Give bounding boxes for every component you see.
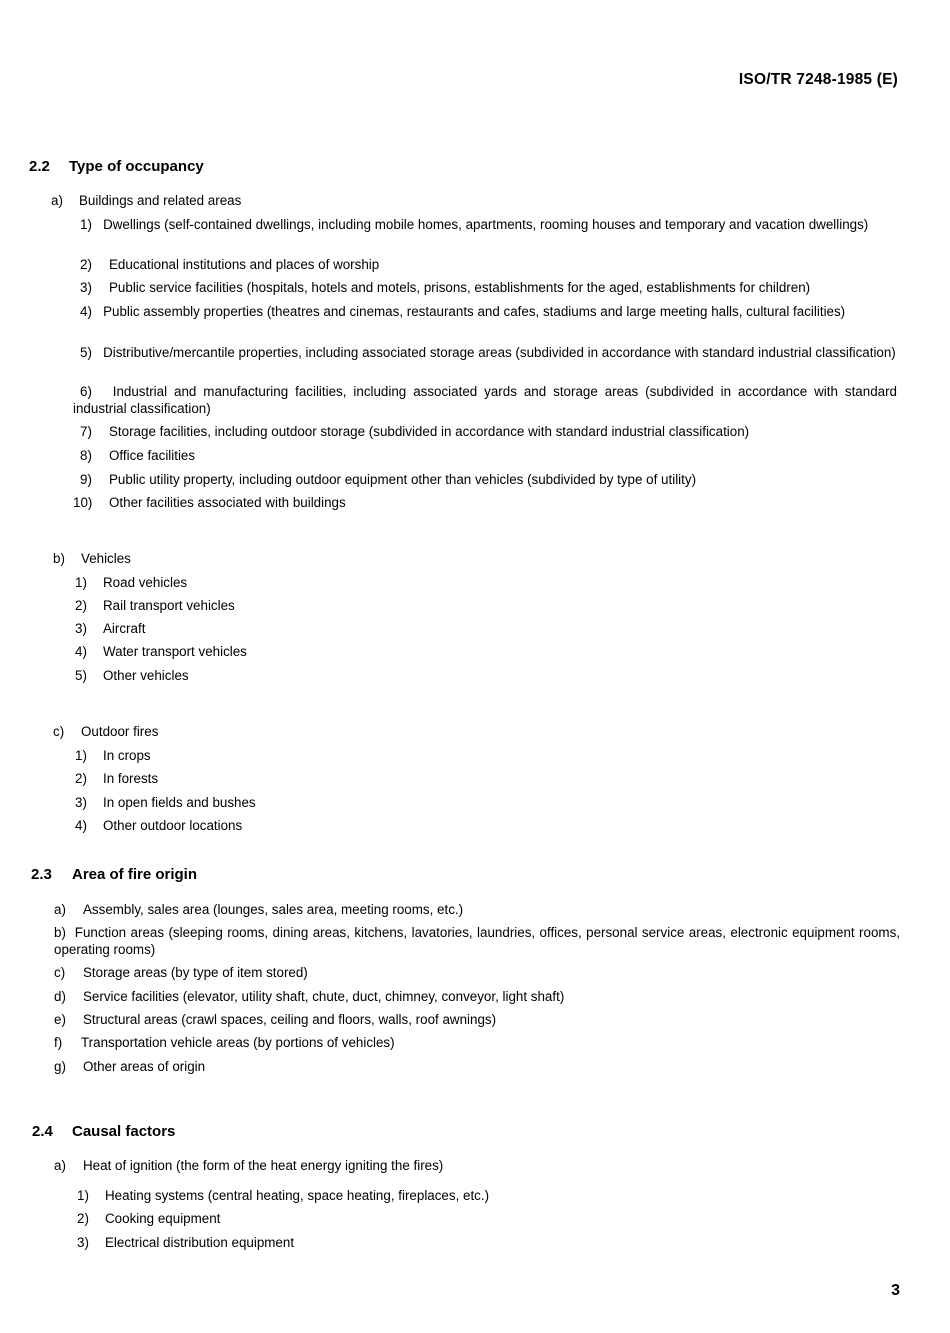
list-item (80, 471, 696, 488)
list-item (73, 344, 897, 361)
list-item (73, 383, 897, 417)
list-marker: 3) (77, 1235, 89, 1250)
list-marker: b) (54, 925, 66, 940)
list-item (80, 447, 195, 464)
list-marker: 1) (80, 217, 92, 232)
subsection-text: Heat of ignition (the form of the heat energy igniting the fires) (83, 1158, 444, 1173)
list-item-text: Dwellings (self-contained dwellings, including mobile homes, apartments, rooming houses and temporary and vacation dwellings) (103, 217, 869, 232)
section-heading-2-3 (31, 866, 197, 883)
list-marker: d) (54, 989, 66, 1004)
list-marker: 1) (77, 1188, 89, 1203)
list-item-text: Storage areas (by type of item stored) (83, 965, 308, 980)
list-marker: 10) (73, 495, 93, 510)
list-item (75, 667, 189, 684)
list-item-text: In forests (103, 771, 159, 786)
list-marker: 2) (75, 771, 87, 786)
list-item-text: Function areas (sleeping rooms, dining areas, kitchens, lavatories, laundries, offices, personal service areas, electronic equipment rooms, operating rooms) (54, 925, 900, 957)
list-item (75, 574, 187, 591)
list-marker: 9) (80, 472, 92, 487)
list-marker: 2) (80, 257, 92, 272)
list-item-text: Structural areas (crawl spaces, ceiling and floors, walls, roof awnings) (83, 1012, 497, 1027)
list-item-text: Other outdoor locations (103, 818, 243, 833)
list-marker: c) (54, 965, 66, 980)
list-item (80, 279, 810, 296)
list-marker: 2) (75, 598, 87, 613)
list-marker: 6) (80, 384, 92, 399)
list-item-text: Water transport vehicles (103, 644, 247, 659)
list-marker: 1) (75, 575, 87, 590)
list-marker: c) (53, 724, 65, 739)
section-title: Type of occupancy (69, 158, 204, 175)
list-item-text: Other areas of origin (83, 1059, 206, 1074)
list-item (80, 423, 749, 440)
list-marker: f) (54, 1035, 63, 1050)
list-item-text: Industrial and manufacturing facilities, including associated yards and storage areas (subdivided in accordance with standard industrial classification) (73, 384, 897, 416)
list-item-text: In open fields and bushes (103, 795, 256, 810)
list-item (73, 494, 346, 511)
list-item-text: Office facilities (109, 448, 196, 463)
subsection-text: Outdoor fires (81, 724, 159, 739)
list-item-text: Service facilities (elevator, utility shaft, chute, duct, chimney, conveyor, light shaft) (83, 989, 565, 1004)
section-number: 2.2 (29, 158, 50, 175)
section-number: 2.3 (31, 866, 52, 883)
list-item (73, 303, 897, 320)
list-marker: b) (53, 551, 65, 566)
section-heading-2-2 (29, 158, 204, 175)
subsection-text: Buildings and related areas (79, 193, 242, 208)
section-title: Causal factors (72, 1123, 176, 1140)
subsection-c-outdoor-fires (53, 723, 158, 740)
list-marker: 4) (75, 818, 87, 833)
list-marker: a) (51, 193, 63, 208)
section-title: Area of fire origin (72, 866, 198, 883)
list-marker: e) (54, 1012, 66, 1027)
list-marker: 2) (77, 1211, 89, 1226)
page-number: 3 (891, 1282, 900, 1299)
list-item (77, 1187, 489, 1204)
list-item (75, 747, 151, 764)
list-item-text: Storage facilities, including outdoor storage (subdivided in accordance with standard industrial classification) (109, 424, 750, 439)
list-marker: 1) (75, 748, 87, 763)
list-item-text: Transportation vehicle areas (by portions of vehicles) (81, 1035, 395, 1050)
list-item-text: Educational institutions and places of worship (109, 257, 380, 272)
list-marker: 7) (80, 424, 92, 439)
list-marker: a) (54, 1158, 66, 1173)
list-item (54, 924, 900, 958)
list-item-text: Other vehicles (103, 668, 189, 683)
section-number: 2.4 (32, 1123, 53, 1140)
list-item-text: Road vehicles (103, 575, 188, 590)
list-item-text: Electrical distribution equipment (105, 1235, 295, 1250)
list-item-text: Aircraft (103, 621, 146, 636)
list-item (75, 643, 247, 660)
list-item-text: In crops (103, 748, 151, 763)
list-marker: 3) (80, 280, 92, 295)
list-item (75, 597, 235, 614)
list-item (54, 901, 463, 918)
section-heading-2-4 (32, 1123, 175, 1140)
list-marker: 4) (75, 644, 87, 659)
subsection-a-buildings (51, 192, 241, 209)
list-item (80, 256, 379, 273)
list-marker: 5) (80, 345, 92, 360)
list-item-text: Rail transport vehicles (103, 598, 235, 613)
list-item (75, 794, 256, 811)
list-marker: 5) (75, 668, 87, 683)
list-item (75, 817, 242, 834)
list-item-text: Distributive/mercantile properties, including associated storage areas (subdivided in accordance with standard industrial classification) (103, 345, 896, 360)
list-item-text: Other facilities associated with buildings (109, 495, 346, 510)
list-item (77, 1234, 294, 1251)
list-item (54, 1034, 395, 1051)
list-item-text: Public service facilities (hospitals, hotels and motels, prisons, establishments for the aged, establishments for children) (109, 280, 811, 295)
list-item-text: Public utility property, including outdoor equipment other than vehicles (subdivided by type of utility) (109, 472, 697, 487)
list-item-text: Heating systems (central heating, space heating, fireplaces, etc.) (105, 1188, 490, 1203)
list-item-text: Assembly, sales area (lounges, sales area, meeting rooms, etc.) (83, 902, 464, 917)
list-marker: 3) (75, 795, 87, 810)
list-item (54, 988, 564, 1005)
subsection-b-vehicles (53, 550, 131, 567)
list-item-text: Public assembly properties (theatres and cinemas, restaurants and cafes, stadiums and large meeting halls, cultural facilities) (103, 304, 846, 319)
list-item (54, 1058, 205, 1075)
list-marker: 4) (80, 304, 92, 319)
subsection-text: Vehicles (81, 551, 131, 566)
document-reference: ISO/TR 7248-1985 (E) (738, 71, 898, 88)
list-marker: 3) (75, 621, 87, 636)
list-marker: g) (54, 1059, 66, 1074)
list-item (77, 1210, 220, 1227)
list-item (75, 620, 145, 637)
list-marker: a) (54, 902, 66, 917)
list-marker: 8) (80, 448, 92, 463)
list-item-text: Cooking equipment (105, 1211, 221, 1226)
list-item (54, 964, 308, 981)
list-item (54, 1011, 496, 1028)
list-item (75, 770, 158, 787)
list-item (73, 216, 897, 233)
subsection-a-heat-of-ignition (54, 1157, 443, 1174)
